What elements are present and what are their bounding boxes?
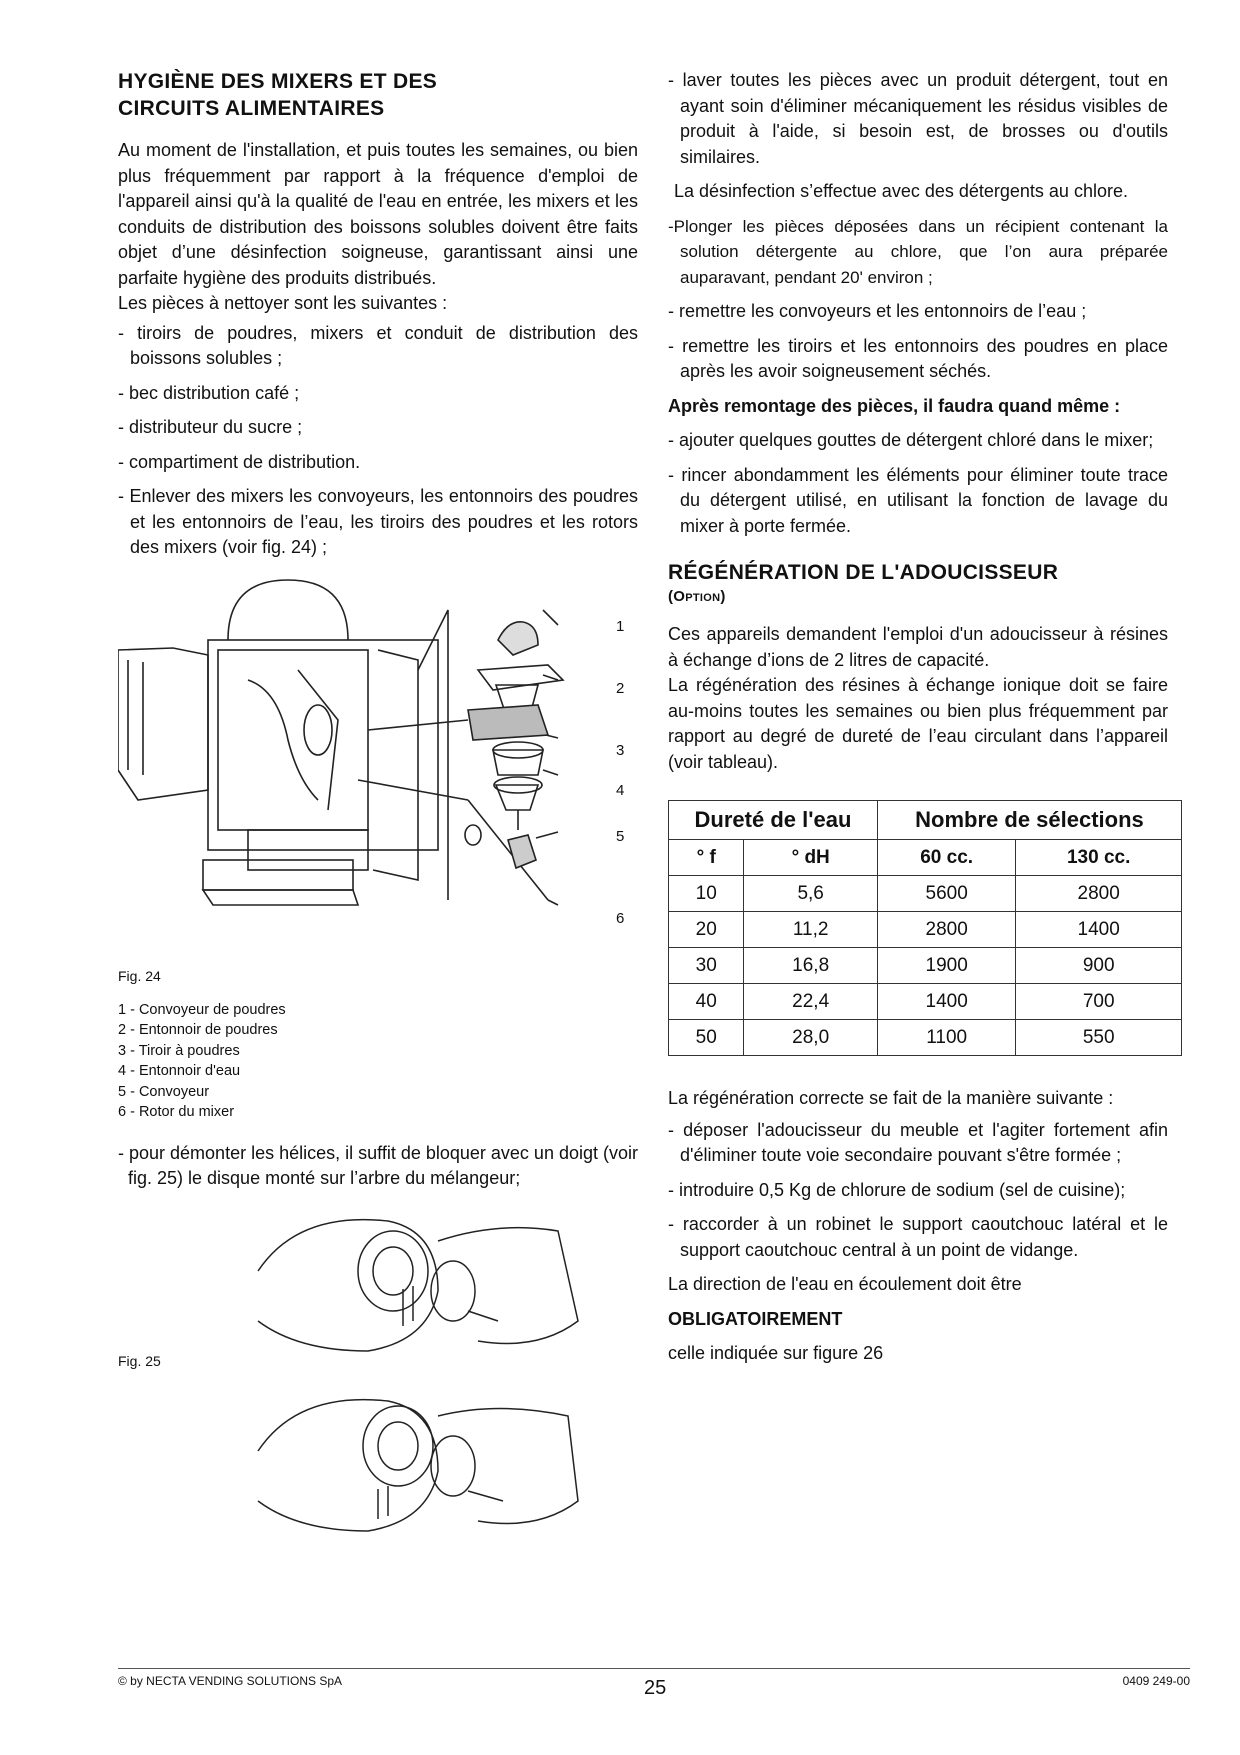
callout-2: 2 [616,679,625,697]
legend-item: 2 - Entonnoir de poudres [118,1022,278,1038]
right-column [668,68,1168,1367]
cell: 900 [1016,948,1182,984]
cell: 1400 [1016,912,1182,948]
cell: 28,0 [744,1020,878,1056]
document-code: 0409 249-00 [1122,1674,1190,1688]
legend-item: 1 - Convoyeur de poudres [118,1001,286,1018]
regen-heading-text: RÉGÉNÉRATION DE L'ADOUCISSEUR [668,561,1059,584]
regen-paragraph-2: La régénération des résines à échange ionique doit se faire au-moins toutes les semaines ou bien plus fréquemment par rapport au degré de dureté de l’eau circulant dans l’appareil (voir tableau). [668,675,1168,772]
list-item: - tiroirs de poudres, mixers et conduit de distribution des boissons solubles ; [118,322,638,368]
hygiene-heading [118,68,638,122]
col-header: 130 cc. [1016,840,1182,876]
regen-heading [668,559,1168,608]
legend-item: 3 - Tiroir à poudres [118,1042,240,1059]
cell: 2800 [1016,876,1182,912]
cell: 5,6 [744,876,878,912]
callout-4: 4 [616,781,625,799]
list-item: - raccorder à un robinet le support caoutchouc latéral et le support caoutchouc central à un point de vidange. [668,1214,1168,1260]
cell: 50 [669,1020,744,1056]
table-column-header [669,840,1182,876]
figure-reference: celle indiquée sur figure 26 [668,1343,884,1363]
cell: 2800 [877,912,1015,948]
hardness-table [668,800,1182,1056]
cell: 40 [669,984,744,1020]
col-header: ° f [669,840,744,876]
fig25-caption: Fig. 25 [118,1352,161,1369]
group-selections: Nombre de sélections [877,801,1181,840]
table-row [669,1020,1182,1056]
parts-list [118,321,638,561]
heading-line-1: HYGIÈNE DES MIXERS ET DES [118,70,438,93]
cell: 30 [669,948,744,984]
cell: 22,4 [744,984,878,1020]
list-item: - déposer l'adoucisseur du meuble et l'agiter fortement afin d'éliminer toute voie secondaire pouvant s'être formée ; [668,1119,1168,1165]
col-header: 60 cc. [877,840,1015,876]
regen-paragraph-1: Ces appareils demandent l'emploi d'un adoucisseur à résines à échange d’ions de 2 litres de capacité. [668,624,1168,670]
callout-5: 5 [616,827,625,845]
table-row [669,984,1182,1020]
list-intro: Les pièces à nettoyer sont les suivantes : [118,293,448,313]
legend-item: 4 - Entonnoir d'eau [118,1063,241,1079]
copyright: © by NECTA VENDING SOLUTIONS SpA [118,1674,343,1688]
page-footer [118,1668,1190,1699]
cell: 16,8 [744,948,878,984]
regen-steps-intro: La régénération correcte se fait de la manière suivante : [668,1088,1114,1108]
cell: 1400 [877,984,1015,1020]
disinfection-text: La désinfection s’effectue avec des détergents au chlore. [674,181,1128,201]
table-group-header [669,801,1182,840]
list-item: - Enlever des mixers les convoyeurs, les entonnoirs des poudres et les entonnoirs de l’eau, les tiroirs des poudres et les rotors des mixers (voir fig. 24) ; [118,486,638,557]
machine-illustration [118,570,638,960]
heading-line-2: CIRCUITS ALIMENTAIRES [118,97,385,120]
table-row [669,912,1182,948]
hands-illustration [238,1201,638,1591]
callout-6: 6 [616,909,625,927]
list-item: - compartiment de distribution. [118,451,361,472]
cell: 5600 [877,876,1015,912]
figure-24 [118,570,638,960]
list-item: - introduire 0,5 Kg de chlorure de sodium (sel de cuisine); [668,1179,1126,1200]
direction-text: La direction de l'eau en écoulement doit être [668,1274,1022,1294]
wash-item: - laver toutes les pièces avec un produit détergent, tout en ayant soin d'éliminer mécaniquement les résidus visibles de produit à l'aide, si besoin est, de brosses ou d'outils similaires. [668,70,1168,167]
cell: 10 [669,876,744,912]
list-item: - distributeur du sucre ; [118,417,303,437]
group-hardness: Dureté de l'eau [669,801,878,840]
cell: 1100 [877,1020,1015,1056]
intro-paragraph: Au moment de l'installation, et puis toutes les semaines, ou bien plus fréquemment par rapport à la fréquence d'emploi de l'appareil ainsi qu'à la qualité de l'eau en entrée, les mixers et les conduits de distribution des boissons solubles doivent être faits objet d’une désinfection soigneuse, garantissant ainsi une parfaite hygiène des produits distribués. [118,140,638,288]
mandatory-text: OBLIGATOIREMENT [668,1308,843,1329]
figure-25 [118,1201,638,1591]
page-number: 25 [644,1677,667,1699]
list-item: - remettre les convoyeurs et les entonnoirs de l’eau ; [668,301,1087,321]
cell: 700 [1016,984,1182,1020]
table-row [669,948,1182,984]
cell: 550 [1016,1020,1182,1056]
left-column [118,68,638,1591]
list-item: - rincer abondamment les éléments pour éliminer toute trace du détergent utilisé, en utilisant la fonction de lavage du mixer à porte fermée. [668,464,1168,536]
helices-item: - pour démonter les hélices, il suffit de bloquer avec un doigt (voir fig. 25) le disque monté sur l’arbre du mélangeur; [118,1142,638,1188]
cell: 20 [669,912,744,948]
fig24-legend [118,1000,638,1123]
callout-1: 1 [616,617,625,635]
col-header: ° dH [744,840,878,876]
legend-item: 5 - Convoyeur [118,1083,210,1100]
list-item: - remettre les tiroirs et les entonnoirs des poudres en place après les avoir soigneusement séchés. [668,335,1168,381]
cell: 1900 [877,948,1015,984]
cell: 11,2 [744,912,878,948]
list-item: - bec distribution café ; [118,382,300,403]
legend-item: 6 - Rotor du mixer [118,1104,235,1120]
fig24-caption: Fig. 24 [118,967,161,984]
table-row [669,876,1182,912]
callout-3: 3 [616,741,625,759]
regen-option: (Option) [668,588,726,605]
list-item: - ajouter quelques gouttes de détergent chloré dans le mixer; [668,430,1154,450]
after-heading: Après remontage des pièces, il faudra quand même : [668,395,1121,416]
list-item: -Plonger les pièces déposées dans un récipient contenant la solution détergente au chlore, que l’on aura préparée auparavant, pendant 20' environ ; [668,216,1168,287]
